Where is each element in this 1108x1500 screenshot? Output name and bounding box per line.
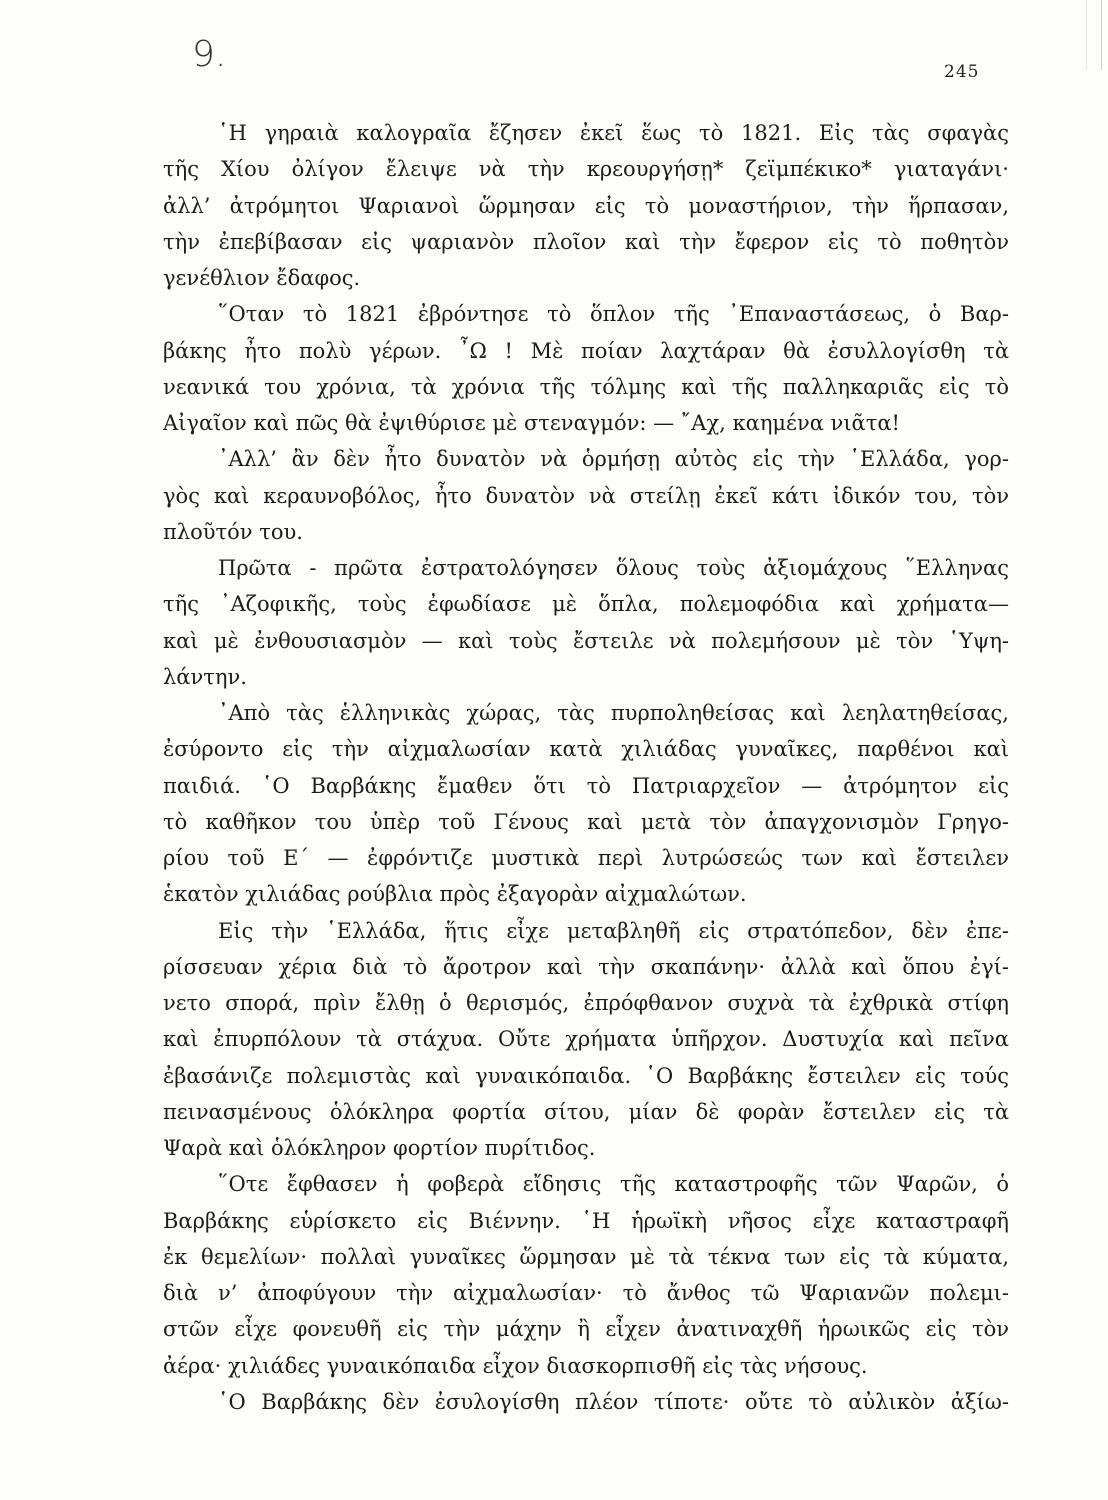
text-line: τῆς ᾿Αζοφικῆς, τοὺς ἐφωδίασε μὲ ὅπλα, πολεμοφόδια καὶ χρήματα— (163, 592, 1009, 617)
text-line: ἑκατὸν χιλιάδας ρούβλια πρὸς ἐξαγορὰν αἰχμαλώτων. (163, 882, 747, 907)
text-line: Πρῶτα - πρῶτα ἐστρατολόγησεν ὅλους τοὺς ἀξιομάχους ῞Ελληνας (218, 556, 1009, 580)
body-text (163, 115, 1009, 1420)
text-line: στῶν εἶχε φονευθῆ εἰς τὴν μάχην ἢ εἶχεν ἀνατιναχθῆ ἡρωικῶς εἰς τὸν (163, 1317, 1009, 1342)
text-line: τὸ καθῆκον του ὑπὲρ τοῦ Γένους καὶ μετὰ τὸν ἀπαγχονισμὸν Γρηγο- (163, 809, 1009, 834)
text-line: ρίου τοῦ Ε΄ — ἐφρόντιζε μυστικὰ περὶ λυτρώσεώς των καὶ ἔστειλεν (163, 846, 1009, 870)
text-line: τὴν ἐπεβίβασαν εἰς ψαριανὸν πλοῖον καὶ τὴν ἔφερον εἰς τὸ ποθητὸν (163, 229, 1009, 254)
text-line: γενέθλιον ἔδαφος. (163, 266, 361, 290)
text-line: ἀλλ’ ἀτρόμητοι Ψαριανοὶ ὥρμησαν εἰς τὸ μοναστήριον, τὴν ἥρπασαν, (163, 193, 1009, 218)
text-line: ἐσύροντο εἰς τὴν αἰχμαλωσίαν κατὰ χιλιάδας γυναῖκες, παρθένοι καὶ (163, 737, 1009, 762)
text-line: καὶ ἐπυρπόλουν τὰ στάχυα. Οὔτε χρήματα ὑπῆρχον. Δυστυχία καὶ πεῖνα (163, 1027, 1009, 1052)
text-line: Βαρβάκης εὑρίσκετο εἰς Βιέννην. ῾Η ἡρωϊκὴ νῆσος εἶχε καταστραφῆ (163, 1208, 1009, 1233)
text-line: ρίσσευαν χέρια διὰ τὸ ἄροτρον καὶ τὴν σκαπάνην· ἀλλὰ καὶ ὅπου ἐγί- (163, 954, 1009, 979)
text-line: γὸς καὶ κεραυνοβόλος, ἦτο δυνατὸν νὰ στείλῃ ἐκεῖ κάτι ἰδικόν του, τὸν (163, 483, 1009, 508)
text-line: διὰ ν’ ἀποφύγουν τὴν αἰχμαλωσίαν· τὸ ἄνθος τῶ Ψαριανῶν πολεμι- (163, 1281, 1009, 1305)
text-line: Ψαρὰ καὶ ὁλόκληρον φορτίον πυρίτιδος. (163, 1136, 596, 1160)
text-line: Εἰς τὴν ῾Ελλάδα, ἥτις εἶχε μεταβληθῆ εἰς στρατόπεδον, δὲν ἐπε- (218, 918, 1009, 943)
page-edge-marks (1086, 0, 1102, 70)
page-number: 245 (944, 62, 980, 82)
text-line: καὶ μὲ ἐνθουσιασμὸν — καὶ τοὺς ἔστειλε νὰ πολεμήσουν μὲ τὸν ῾Υψη- (163, 628, 1009, 653)
text-line: ᾿Αλλ’ ἂν δὲν ἦτο δυνατὸν νὰ ὁρμήσῃ αὐτὸς εἰς τὴν ῾Ελλάδα, γορ- (218, 447, 1009, 472)
text-line: ἀέρα· χιλιάδες γυναικόπαιδα εἶχον διασκορπισθῆ εἰς τὰς νήσους. (163, 1353, 868, 1378)
text-line: ᾿Απὸ τὰς ἑλληνικὰς χώρας, τὰς πυρποληθείσας καὶ λεηλατηθείσας, (218, 701, 1009, 725)
text-line: παιδιά. ῾Ο Βαρβάκης ἔμαθεν ὅτι τὸ Πατριαρχεῖον — ἀτρόμητον εἰς (163, 773, 1009, 798)
text-line: ῞Οτε ἔφθασεν ἡ φοβερὰ εἴδησις τῆς καταστροφῆς τῶν Ψαρῶν, ὁ (218, 1172, 1009, 1197)
text-line: νετο σπορά, πρὶν ἔλθῃ ὁ θερισμός, ἐπρόφθανον συχνὰ τὰ ἐχθρικὰ στίφη (163, 991, 1009, 1015)
text-line: ῞Οταν τὸ 1821 ἐβρόντησε τὸ ὅπλον τῆς ᾿Επαναστάσεως, ὁ Βαρ- (218, 302, 1009, 327)
text-line: πλοῦτόν του. (163, 519, 303, 544)
text-line: ἐβασάνιζε πολεμιστὰς καὶ γυναικόπαιδα. ῾Ο Βαρβάκης ἔστειλεν εἰς τούς (163, 1063, 1009, 1088)
text-line: Αἰγαῖον καὶ πῶς θὰ ἐψιθύρισε μὲ στεναγμόν: — ῎Αχ, καημένα νιᾶτα! (163, 411, 900, 435)
text-line: ῾Η γηραιὰ καλογραῖα ἔζησεν ἐκεῖ ἕως τὸ 1821. Εἰς τὰς σφαγὰς (218, 121, 1009, 145)
handwritten-page-note: 9. (192, 34, 227, 75)
text-line: λάντην. (163, 664, 247, 689)
text-line: νεανικά του χρόνια, τὰ χρόνια τῆς τόλμης καὶ τῆς παλληκαριᾶς εἰς τὸ (163, 374, 1009, 399)
text-line: τῆς Χίου ὀλίγον ἔλειψε νὰ τὴν κρεουργήσῃ* ζεϊμπέκικο* γιαταγάνι· (163, 157, 1009, 182)
text-line: ῾Ο Βαρβάκης δὲν ἐσυλογίσθη πλέον τίποτε· οὔτε τὸ αὐλικὸν ἀξίω- (218, 1389, 1009, 1414)
text-line: βάκης ἦτο πολὺ γέρων. ῏Ω ! Μὲ ποίαν λαχτάραν θὰ ἐσυλλογίσθη τὰ (163, 338, 1009, 363)
text-line: ἐκ θεμελίων· πολλαὶ γυναῖκες ὥρμησαν μὲ τὰ τέκνα των εἰς τὰ κύματα, (163, 1244, 1009, 1269)
text-line: πεινασμένους ὁλόκληρα φορτία σίτου, μίαν δὲ φορὰν ἔστειλεν εἰς τὰ (163, 1099, 1009, 1124)
